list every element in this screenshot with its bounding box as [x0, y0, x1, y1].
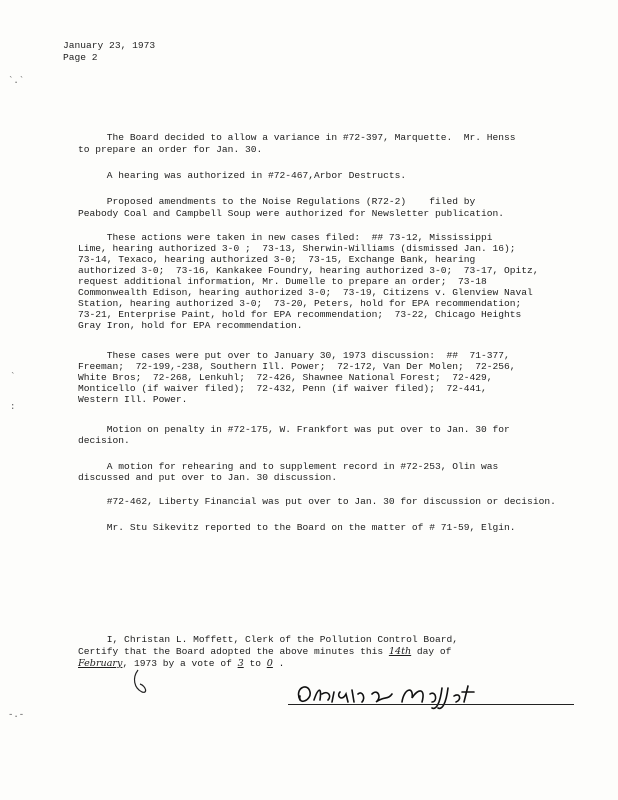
pen-flourish-icon — [128, 668, 158, 696]
paragraph-line: to prepare an order for Jan. 30. — [78, 144, 263, 155]
header-page: Page 2 — [63, 52, 98, 63]
paragraph-line: Commonwealth Edison, hearing authorized 3-0; 73-19, Citizens v. Glenview Naval — [78, 287, 533, 298]
adoption-month: February — [78, 658, 123, 669]
paragraph-line: Gray Iron, hold for EPA recommendation. — [78, 320, 303, 331]
paragraph-line: These cases were put over to January 30, 1973 discussion: ## 71-377, — [78, 350, 510, 361]
adoption-day: 14th — [388, 646, 412, 657]
margin-mark: : — [10, 402, 16, 412]
paragraph-line: Monticello (if waiver filed); 72-432, Penn (if waiver filed); 72-441, — [78, 383, 487, 394]
paragraph-line: White Bros; 72-268, Lenkuhl; 72-426, Shawnee National Forest; 72-429, — [78, 372, 493, 383]
paragraph-line: A hearing was authorized in #72-467,Arbor Destructs. — [78, 170, 407, 181]
paragraph-line: 73-21, Enterprise Paint, hold for EPA recommendation; 73-22, Chicago Heights — [78, 309, 522, 320]
vote-for: 3 — [237, 658, 244, 669]
paragraph-line: The Board decided to allow a variance in #72-397, Marquette. Mr. Henss — [78, 132, 516, 143]
vote-against: 0 — [266, 658, 273, 669]
certification-text: . — [272, 658, 285, 669]
paragraph-line: decision. — [78, 435, 130, 446]
paragraph-line: A motion for rehearing and to supplement record in #72-253, Olin was — [78, 461, 499, 472]
header-date: January 23, 1973 — [63, 40, 156, 51]
paragraph-line: Station, hearing authorized 3-0; 73-20, Peters, hold for EPA recommendation; — [78, 298, 522, 309]
certification-text: , 1973 by a vote of — [122, 658, 238, 669]
paragraph-line: discussed and put over to Jan. 30 discussion. — [78, 472, 338, 483]
certification-line: I, Christan L. Moffett, Clerk of the Pollution Control Board, — [78, 634, 458, 645]
paragraph-line: Western Ill. Power. — [78, 394, 188, 405]
certification-text: to — [243, 658, 267, 669]
paragraph-line: request additional information, Mr. Dumelle to prepare an order; 73-18 — [78, 276, 487, 287]
margin-mark: -.- — [8, 710, 25, 720]
signature-line — [288, 704, 574, 705]
certification-text: Certify that the Board adopted the above minutes this — [78, 646, 389, 657]
certification-text: day of — [411, 646, 452, 657]
paragraph-line: Mr. Stu Sikevitz reported to the Board on the matter of # 71-59, Elgin. — [78, 522, 516, 533]
paragraph-line: authorized 3-0; 73-16, Kankakee Foundry, hearing authorized 3-0; 73-17, Opitz, — [78, 265, 539, 276]
paragraph-line: Motion on penalty in #72-175, W. Frankfort was put over to Jan. 30 for — [78, 424, 510, 435]
paragraph-line: These actions were taken in new cases filed: ## 73-12, Mississippi — [78, 232, 493, 243]
certification-line — [78, 658, 284, 669]
paragraph-line: 73-14, Texaco, hearing authorized 3-0; 73-15, Exchange Bank, hearing — [78, 254, 476, 265]
signature-icon — [292, 680, 522, 712]
paragraph-line: #72-462, Liberty Financial was put over to Jan. 30 for discussion or decision. — [78, 496, 556, 507]
certification-line — [78, 646, 451, 657]
margin-mark: ` — [10, 372, 16, 382]
paragraph-line: Freeman; 72-199,-238, Southern Ill. Power; 72-172, Van Der Molen; 72-256, — [78, 361, 516, 372]
paragraph-line: Lime, hearing authorized 3-0 ; 73-13, Sherwin-Williams (dismissed Jan. 16); — [78, 243, 516, 254]
paragraph-line: Proposed amendments to the Noise Regulations (R72-2) filed by — [78, 196, 476, 207]
margin-mark: `.` — [8, 76, 25, 86]
paragraph-line: Peabody Coal and Campbell Soup were authorized for Newsletter publication. — [78, 208, 505, 219]
